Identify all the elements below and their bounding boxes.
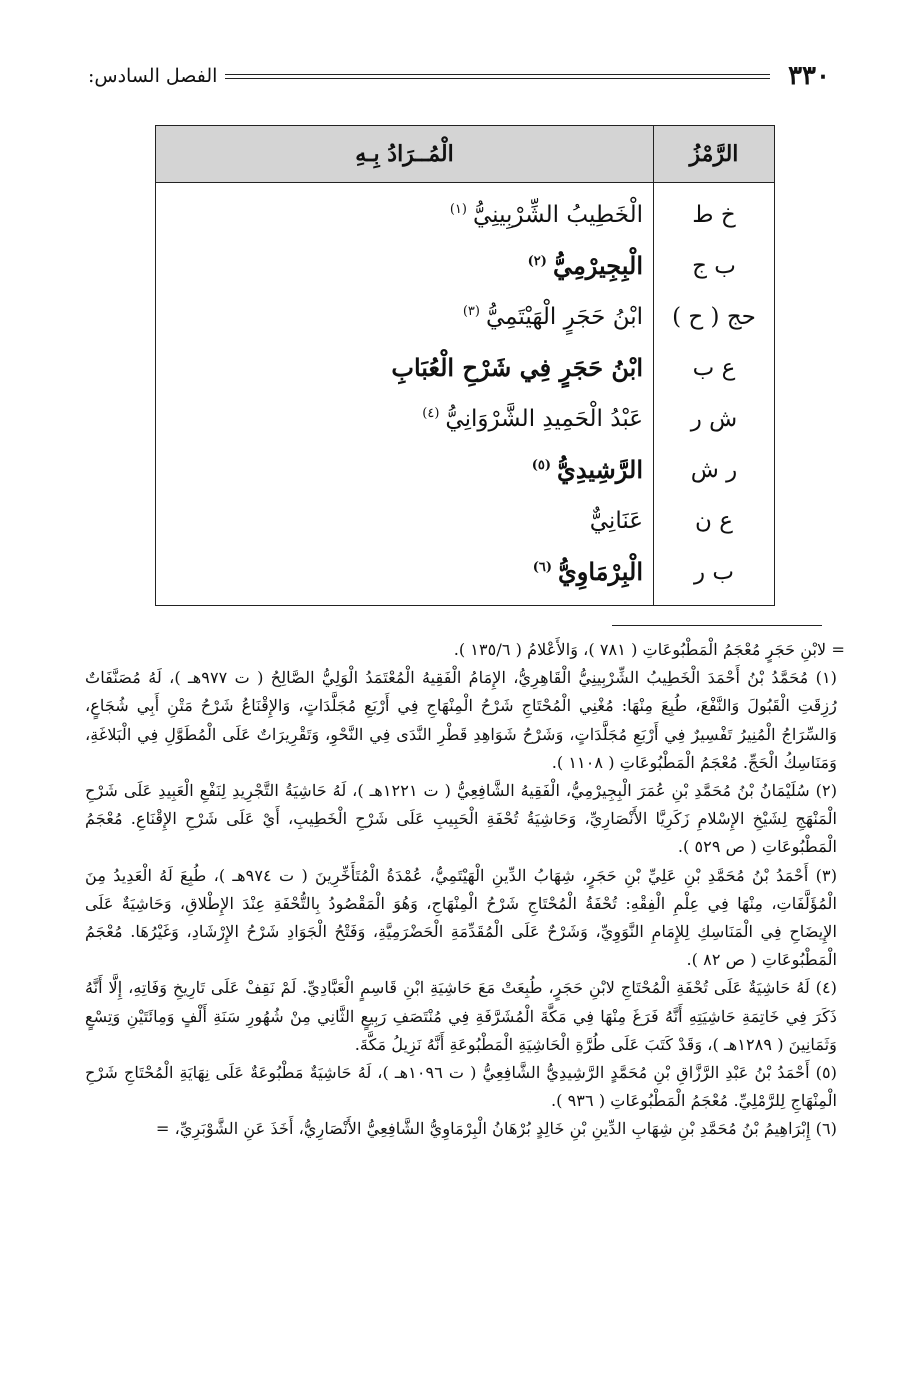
abbreviation-meaning [156, 393, 654, 444]
footnote-item: (٥) أَحْمَدُ بْنُ عَبْدِ الرَّزَّاقِ بْنِ مُحَمَّدٍ الرَّشِيدِيُّ الشَّافِعِيُّ ( ت ١٠٩٦هـ )، لَهُ حَاشِيَةٌ مَطْبُوعَةٌ عَلَى نِهَايَةِ الْمُحْتَاجِ شَرْحِ الْمِنْهَاجِ لِلرَّمْلِيِّ. مُعْجَمُ الْمَطْبُوعَاتِ ( ٩٣٦ ). [85, 1063, 837, 1111]
chapter-title: الفصل السادس: [88, 65, 218, 87]
scholar-name: الْبِجِيرْمِيُّ [552, 251, 643, 280]
footnote-reference[interactable]: (٦) [532, 560, 552, 575]
footnote-reference[interactable]: (٣) [462, 303, 480, 319]
scholar-name: عَنَانِيٌّ [589, 507, 643, 534]
abbreviation-meaning [156, 495, 654, 546]
abbreviation-symbol: ب ج [654, 240, 775, 291]
footnote-continuation: = لابْنِ حَجَرٍ مُعْجَمُ الْمَطْبُوعَاتِ ( ٧٨١ )، وَالأَعْلامُ ( ١٣٥/٦ ). [453, 640, 845, 659]
table-header-row [156, 126, 775, 183]
scholar-name: الرَّشِيدِيُّ [557, 455, 643, 484]
abbreviation-symbol: حج ( ح ) [654, 291, 775, 342]
symbol-column-header: الرَّمْزُ [654, 126, 775, 183]
abbreviation-symbol: ر ش [654, 444, 775, 495]
abbreviation-meaning [156, 291, 654, 342]
scholar-name: عَبْدُ الْحَمِيدِ الشَّرْوَانِيُّ [445, 405, 643, 432]
footnote-item: (١) مُحَمَّدُ بْنُ أَحْمَدَ الْخَطِيبُ الشِّرْبِينِيُّ الْقَاهِرِيُّ، الإِمَامُ الْفَقِيهُ الْمُعْتَمَدُ الْوَلِيُّ الصَّالِحُ ( ت ٩٧٧هـ )، لَهُ مُصَنَّفَاتٌ رُزِقَتِ الْقَبُولَ وَالنَّفْعَ، طُبِعَ مِنْهَا: مُغْنِي الْمُحْتَاجِ شَرْحُ الْمِنْهَاجِ فِي أَرْبَعِ مُجَلَّدَاتٍ، وَالإِقْنَاعُ شَرْحُ مَتْنِ أَبِي شُجَاعٍ، وَالسِّرَاجُ الْمُنِيرُ تَفْسِيرٌ فِي أَرْبَعِ مُجَلَّدَاتٍ، وَشَرْحُ شَوَاهِدِ قَطْرِ النَّدَى فِي النَّحْوِ، وَتَقْرِيرَاتٌ عَلَى الْمُطَوَّلِ فِي الْبَلاغَةِ، وَمَنَاسِكُ الْحَجِّ. مُعْجَمُ الْمَطْبُوعَاتِ ( ١١٠٨ ). [85, 668, 837, 772]
scholar-name: ابْنُ حَجَرٍ فِي شَرْحِ الْعُبَابِ [391, 353, 643, 382]
abbreviation-symbol: ش ر [654, 393, 775, 444]
table-row [156, 546, 775, 606]
footnote-item: (٦) إِبْرَاهِيمُ بْنُ مُحَمَّدِ بْنِ شِهَابِ الدِّينِ بْنِ خَالِدٍ بُرْهَانُ الْبِرْمَاوِيُّ الشَّافِعِيُّ الأَنْصَارِيُّ، أَخَذَ عَنِ الشَّوْبَرِيِّ، = [155, 1119, 837, 1139]
page-header [88, 58, 830, 94]
abbreviation-meaning [156, 240, 654, 291]
scholar-name: ابْنُ حَجَرٍ الْهَيْتَمِيُّ [485, 303, 643, 330]
table-row [156, 183, 775, 241]
table-row [156, 495, 775, 546]
footnote-reference[interactable]: (٢) [527, 254, 547, 269]
footnote-reference[interactable]: (١) [449, 201, 467, 217]
abbreviations-table [155, 125, 775, 606]
abbreviation-symbol: خ ط [654, 183, 775, 241]
scholar-name: الْبِرْمَاوِيُّ [557, 557, 643, 586]
table-row [156, 342, 775, 393]
page-number: ٣٣٠ [788, 61, 830, 91]
footnote-item: (٢) سُلَيْمَانُ بْنُ مُحَمَّدِ بْنِ عُمَرَ الْبِجِيرْمِيُّ، الْفَقِيهُ الشَّافِعِيُّ ( ت ١٢٢١هـ )، لَهُ حَاشِيَةُ التَّجْرِيدِ لِنَفْعِ الْعَبِيدِ عَلَى شَرْحِ الْمَنْهَجِ لِشَيْخِ الإِسْلامِ زَكَرِيَّا الأَنْصَارِيِّ، وَحَاشِيَةُ تُحْفَةِ الْحَبِيبِ عَلَى شَرْحِ الْخَطِيبِ، أَيْ عَلَى شَرْحِ الإِقْنَاعِ. مُعْجَمُ الْمَطْبُوعَاتِ ( ص ٥٢٩ ). [85, 781, 838, 857]
footnote-item: (٣) أَحْمَدُ بْنُ مُحَمَّدِ بْنِ عَلِيِّ بْنِ حَجَرٍ، شِهَابُ الدِّينِ الْهَيْتَمِيُّ، عُمْدَةُ الْمُتَأَخِّرِينَ ( ت ٩٧٤هـ )، طُبِعَ لَهُ الْعَدِيدُ مِنَ الْمُؤَلَّفَاتِ، مِنْهَا فِي عِلْمِ الْفِقْهِ: تُحْفَةُ الْمُحْتَاجِ شَرْحُ الْمِنْهَاجِ، وَهُوَ الْمَقْصُودُ بِالتُّحْفَةِ عِنْدَ الإِطْلاقِ، وَحَاشِيَةٌ عَلَى الإِيضَاحِ فِي الْمَنَاسِكِ لِلإِمَامِ النَّوَوِيِّ، وَشَرْحٌ عَلَى الْمُقَدِّمَةِ الْحَضْرَمِيَّةِ، وَفَتْحُ الْجَوَادِ شَرْحُ الإِرْشَادِ، وَغَيْرُهَا. مُعْجَمُ الْمَطْبُوعَاتِ ( ص ٨٢ ). [85, 865, 838, 970]
footnote-list [85, 664, 837, 1143]
abbreviation-meaning [156, 342, 654, 393]
abbreviation-symbol: ع ب [654, 342, 775, 393]
footnote-reference[interactable]: (٥) [531, 458, 552, 473]
table-row [156, 240, 775, 291]
table-body [156, 183, 775, 606]
abbreviation-meaning [156, 444, 654, 495]
table-row [156, 393, 775, 444]
scholar-name: الْخَطِيبُ الشِّرْبِينِيُّ [472, 201, 643, 228]
abbreviation-meaning [156, 546, 654, 606]
table-row [156, 291, 775, 342]
footnote-item: (٤) لَهُ حَاشِيَةٌ عَلَى تُحْفَةِ الْمُحْتَاجِ لابْنِ حَجَرٍ، طُبِعَتْ مَعَ حَاشِيَةِ ابْنِ قَاسِمٍ الْعَبَّادِيِّ. لَمْ نَقِفْ عَلَى تَارِيخِ وَفَاتِهِ، إِلَّا أَنَّهُ ذَكَرَ فِي خَاتِمَةِ حَاشِيَتِهِ أَنَّهُ فَرَغَ مِنْهَا فِي مَكَّةَ الْمُشَرَّفَةِ فِي مُنْتَصَفِ رَبِيعٍ الثَّانِي مِنْ شُهُورِ سَنَةِ أَلْفٍ وَمِائَتَيْنِ وَتِسْعٍ وَثَمَانِينَ ( ١٢٨٩هـ )، وَقَدْ كَتَبَ عَلَى طُرَّةِ الْحَاشِيَةِ الْمَطْبُوعَةِ أَنَّهُ نَزِيلُ مَكَّةَ. [85, 978, 837, 1054]
footnotes [85, 636, 845, 1144]
footnote-separator [612, 625, 822, 626]
header-rule [225, 74, 770, 79]
abbreviation-symbol: ب ر [654, 546, 775, 606]
abbreviation-meaning [156, 183, 654, 241]
footnote-reference[interactable]: (٤) [422, 405, 440, 421]
abbreviation-symbol: ع ن [654, 495, 775, 546]
meaning-column-header: الْمُــرَادُ بِـهِ [156, 126, 654, 183]
table-row [156, 444, 775, 495]
